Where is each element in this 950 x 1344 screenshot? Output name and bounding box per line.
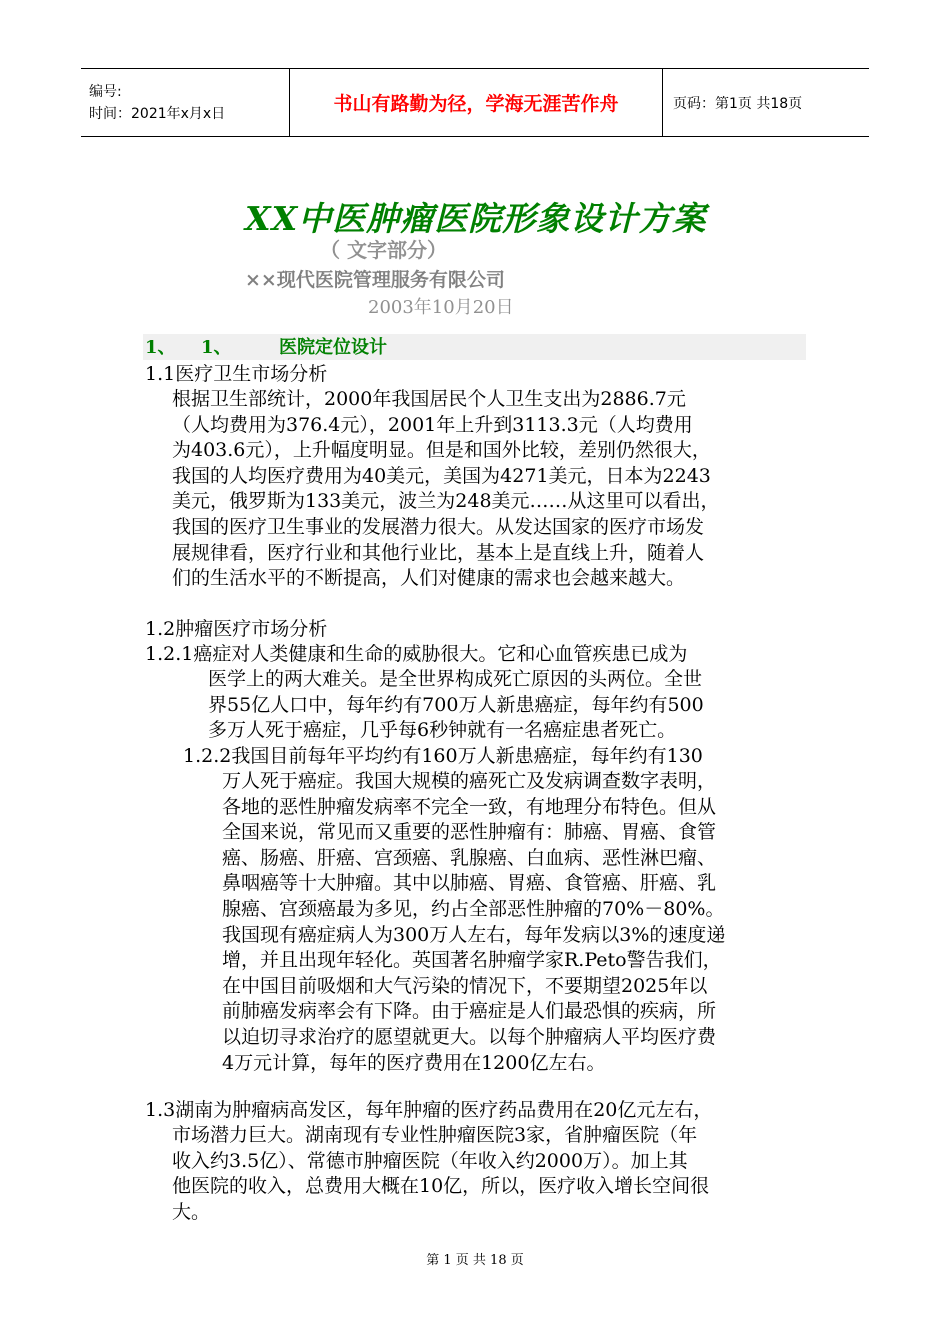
document-title: XX中医肿瘤医院形象设计方案 <box>245 199 707 238</box>
document-subtitle: （ 文字部分） <box>320 238 447 262</box>
text-line: 万人死于癌症。我国大规模的癌死亡及发病调查数字表明， <box>222 770 717 792</box>
section-number-2: 1、 <box>201 337 232 358</box>
text-line: 腺癌、宫颈癌最为多见，约占全部恶性肿瘤的70%－80%。 <box>222 897 725 920</box>
text-line: 癌、肠癌、肝癌、宫颈癌、乳腺癌、白血病、恶性淋巴瘤、 <box>222 846 717 869</box>
text-line: 前肺癌发病率会有下降。由于癌症是人们最恐惧的疾病，所 <box>222 1000 717 1023</box>
section-heading <box>143 334 806 360</box>
header-motto: 书山有路勤为径，学海无涯苦作舟 <box>333 93 619 115</box>
text-line: 他医院的收入，总费用大概在10亿，所以，医疗收入增长空间很 <box>172 1175 710 1198</box>
page-header <box>81 68 869 137</box>
paragraph-1-3 <box>172 1123 709 1225</box>
text-line: 在中国目前吸烟和大气污染的情况下，不要期望2025年以 <box>222 974 708 997</box>
text-line: 展规律看，医疗行业和其他行业比，基本上是直线上升，随着人 <box>172 541 705 564</box>
text-line: 大。 <box>172 1200 211 1223</box>
text-line: 美元，俄罗斯为133美元，波兰为248美元……从这里可以看出， <box>172 490 720 513</box>
text-line: 市场潜力巨大。湖南现有专业性肿瘤医院3家，省肿瘤医院（年 <box>172 1124 698 1146</box>
paragraph-1-3-first-line: 1.3湖南为肿瘤病高发区，每年肿瘤的医疗药品费用在20亿元左右， <box>145 1099 713 1121</box>
header-motto-cell <box>289 69 663 136</box>
page-footer: 第 1 页 共 18 页 <box>426 1253 524 1268</box>
text-line: 收入约3.5亿）、常德市肿瘤医院（年收入约2000万）。加上其 <box>172 1149 688 1172</box>
text-line: 多万人死于癌症，几乎每6秒钟就有一名癌症患者死亡。 <box>208 719 677 742</box>
paragraph-1-2-1-first-line: 1.2.1癌症对人类健康和生命的威胁很大。它和心血管疾患已成为 <box>145 643 688 665</box>
text-line: 全国来说，常见而又重要的恶性肿瘤有：肺癌、胃癌、食管 <box>222 821 717 844</box>
header-meta <box>81 69 289 136</box>
text-line: （人均费用为376.4元），2001年上升到3113.3元（人均费用 <box>172 413 693 436</box>
text-line: 我国现有癌症病人为300万人左右，每年发病以3%的速度递 <box>222 923 726 946</box>
text-line: 界55亿人口中，每年约有700万人新患癌症，每年约有500 <box>208 693 704 716</box>
text-line: 我国的医疗卫生事业的发展潜力很大。从发达国家的医疗市场发 <box>172 515 705 538</box>
company-name: ××现代医院管理服务有限公司 <box>245 269 505 291</box>
text-line: 各地的恶性肿瘤发病率不完全一致，有地理分布特色。但从 <box>222 795 717 818</box>
text-line: 鼻咽癌等十大肿瘤。其中以肺癌、胃癌、食管癌、肝癌、乳 <box>222 872 717 895</box>
paragraph-1-1 <box>172 387 720 592</box>
subsection-heading-1-2: 1.2肿瘤医疗市场分析 <box>145 618 328 640</box>
paragraph-1-2-2-first-line: 1.2.2我国目前每年平均约有160万人新患癌症，每年约有130 <box>183 745 703 767</box>
document-date: 2003年10月20日 <box>368 297 514 318</box>
text-line: 们的生活水平的不断提高，人们对健康的需求也会越来越大。 <box>172 567 686 590</box>
number-label: 编号: <box>89 83 122 100</box>
time-label: 时间：2021年x月x日 <box>89 105 226 122</box>
text-line: 医学上的两大难关。是全世界构成死亡原因的头两位。全世 <box>208 668 703 690</box>
text-line: 增，并且出现年轻化。英国著名肿瘤学家R.Peto警告我们， <box>222 949 722 972</box>
text-line: 根据卫生部统计，2000年我国居民个人卫生支出为2886.7元 <box>172 388 686 410</box>
subsection-heading-1-1: 1.1医疗卫生市场分析 <box>145 363 328 385</box>
text-line: 以迫切寻求治疗的愿望就更大。以每个肿瘤病人平均医疗费 <box>222 1025 717 1048</box>
section-title: 医院定位设计 <box>279 337 387 358</box>
text-line: 我国的人均医疗费用为40美元，美国为4271美元，日本为2243 <box>172 464 711 487</box>
paragraph-1-2-1 <box>208 667 704 744</box>
paragraph-1-2-2 <box>222 769 725 1076</box>
section-number-1: 1、 <box>145 337 176 358</box>
text-line: 4万元计算，每年的医疗费用在1200亿左右。 <box>222 1051 606 1074</box>
text-line: 为403.6元），上升幅度明显。但是和国外比较，差别仍然很大， <box>172 439 711 462</box>
header-page-info: 页码：第1页 共18页 <box>673 95 803 112</box>
